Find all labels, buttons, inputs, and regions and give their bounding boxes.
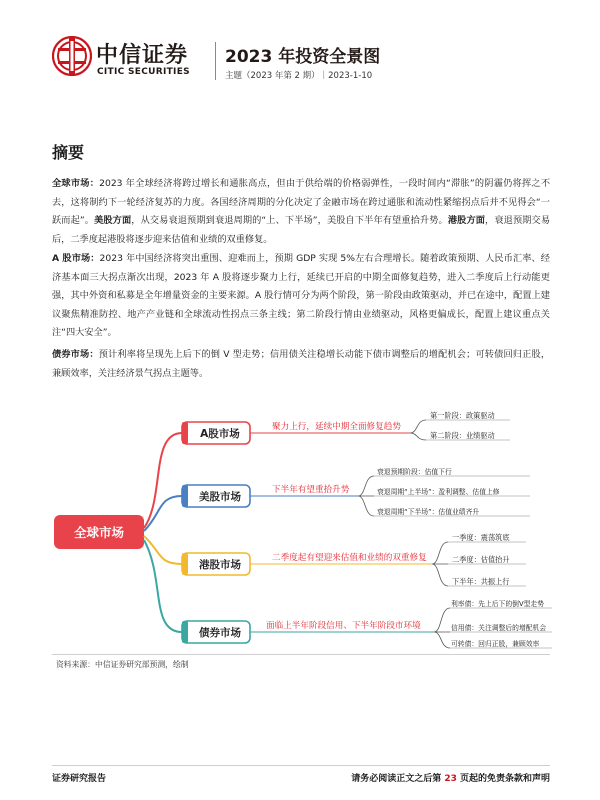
lead-global-market: 全球市场： <box>52 178 100 189</box>
branch-bond <box>182 599 552 649</box>
text-global-market: 2023 年全球经济将跨过增长和通胀高点，但由于供给端的价格弱弹性，一段时间内“滞胀”的阴霾仍将挥之不去，这将制约下一轮经济复苏的力度。各国经济周期的分化决定了金融市场在跨过通胀和流动性紧缩拐点后并不见得会“一跃而起”。 <box>52 178 551 227</box>
source-note: 资料来源：中信证券研究部预测，绘制 <box>56 660 189 669</box>
paragraph-a-share <box>52 250 550 343</box>
mindmap-root-label: 全球市场 <box>73 525 125 540</box>
branch-label-a-share: A股市场 <box>200 428 240 440</box>
lead-a-share: A 股市场： <box>52 253 100 264</box>
brand-name-en: CITIC SECURITIES <box>97 67 190 77</box>
connector-hk <box>144 536 182 564</box>
leaf-us-1: 衰退预期阶段：估值下行 <box>377 468 452 476</box>
leaf-us-2: 衰退周期“上半场”：盈利调整、估值上修 <box>377 488 500 496</box>
lead-hk-stocks: 港股方面 <box>447 215 486 227</box>
leaf-a-share-2: 第二阶段：业绩驱动 <box>430 431 495 440</box>
connector-a-share <box>144 433 182 528</box>
footer-disclaimer-post: 页起的免责条款和声明 <box>456 774 550 784</box>
connector-bond <box>144 540 182 632</box>
text-hk-stocks: ，衰退预期交易后，二季度起港股将逐步迎来估值和业绩的双重修复。 <box>52 215 551 245</box>
footer-disclaimer-pre: 请务必阅读正文之后第 <box>351 774 445 784</box>
citic-logo-icon <box>52 36 92 76</box>
mindmap-root <box>54 515 144 549</box>
connector-us <box>144 496 182 531</box>
branch-a-share <box>182 411 510 444</box>
text-bond: 预计利率将呈现先上后下的倒 V 型走势；信用债关注稳增长动能下债市调整后的增配机会；可转债回归正股，兼顾效率，关注经济景气拐点主题等。 <box>52 349 551 379</box>
mind-map <box>40 378 560 650</box>
branch-label-hk: 港股市场 <box>199 559 241 571</box>
leaf-bond-2: 信用债：关注调整后的增配机会 <box>451 624 547 632</box>
source-divider <box>52 654 550 655</box>
footer-divider <box>52 765 550 766</box>
branch-us <box>182 467 530 516</box>
branch-summary-bond: 面临上半年阶段信用、下半年阶段市环境 <box>266 621 421 631</box>
branch-hk <box>182 533 526 586</box>
text-us-stocks: ，从交易衰退预期到衰退周期的“上、下半场”，美股自下半年有望重拾升势。 <box>131 215 448 227</box>
branch-summary-us: 下半年有望重拾升势 <box>272 485 350 495</box>
report-meta: 主题（2023 年第 2 期）｜2023-1-10 <box>225 71 373 81</box>
header-divider <box>215 42 216 80</box>
branch-label-us: 美股市场 <box>199 491 241 503</box>
report-title: 2023 年投资全景图 <box>225 47 381 67</box>
leaf-bond-3: 可转债：回归正股，兼顾效率 <box>451 640 540 648</box>
leaf-a-share-1: 第一阶段：政策驱动 <box>430 411 495 420</box>
branch-label-bond: 债券市场 <box>199 627 241 639</box>
leaf-us-3: 衰退周期“下半场”：估值业绩齐升 <box>377 508 480 516</box>
paragraph-global-market <box>52 175 550 249</box>
lead-us-stocks: 美股方面 <box>94 215 132 227</box>
leaf-hk-1: 一季度：震荡筑底 <box>452 533 510 542</box>
lead-bond: 债券市场： <box>52 349 99 360</box>
leaf-hk-2: 二季度：估值抬升 <box>452 555 510 564</box>
branch-summary-a-share: 聚力上行，延续中期全面修复趋势 <box>272 422 401 432</box>
footer-disclaimer <box>320 771 550 784</box>
leaf-bond-1: 利率债：先上后下的倒V型走势 <box>451 600 545 608</box>
branch-summary-hk: 二季度起有望迎来估值和业绩的双重修复 <box>272 553 427 563</box>
text-a-share: 2023 年中国经济将突出重围、迎难而上，预期 GDP 实现 5%左右合理增长。随着政策预期、人民币汇率、经济基本面三大拐点渐次出现，2023 年 A 股将逐步聚力上行，延续已开启的中期全面修复趋势，进入二季度后上行动能更强，其中外资和私募是全年增量资金的主要来源。A 股行情可分为两个阶段，第一阶段由政策驱动，并已在途中，配置上建议聚焦精准防控、地产产业链和全球流动性拐点三条主线；第二阶段行情由业绩驱动，风格更偏成长，配置上建议重点关注“四大安全”。 <box>52 253 550 339</box>
abstract-heading: 摘要 <box>52 143 85 162</box>
leaf-hk-3: 下半年：共振上行 <box>452 577 510 586</box>
brand-name-cn: 中信证券 <box>96 43 189 68</box>
footer-page-number: 23 <box>444 774 457 784</box>
footer-label: 证券研究报告 <box>52 774 107 784</box>
